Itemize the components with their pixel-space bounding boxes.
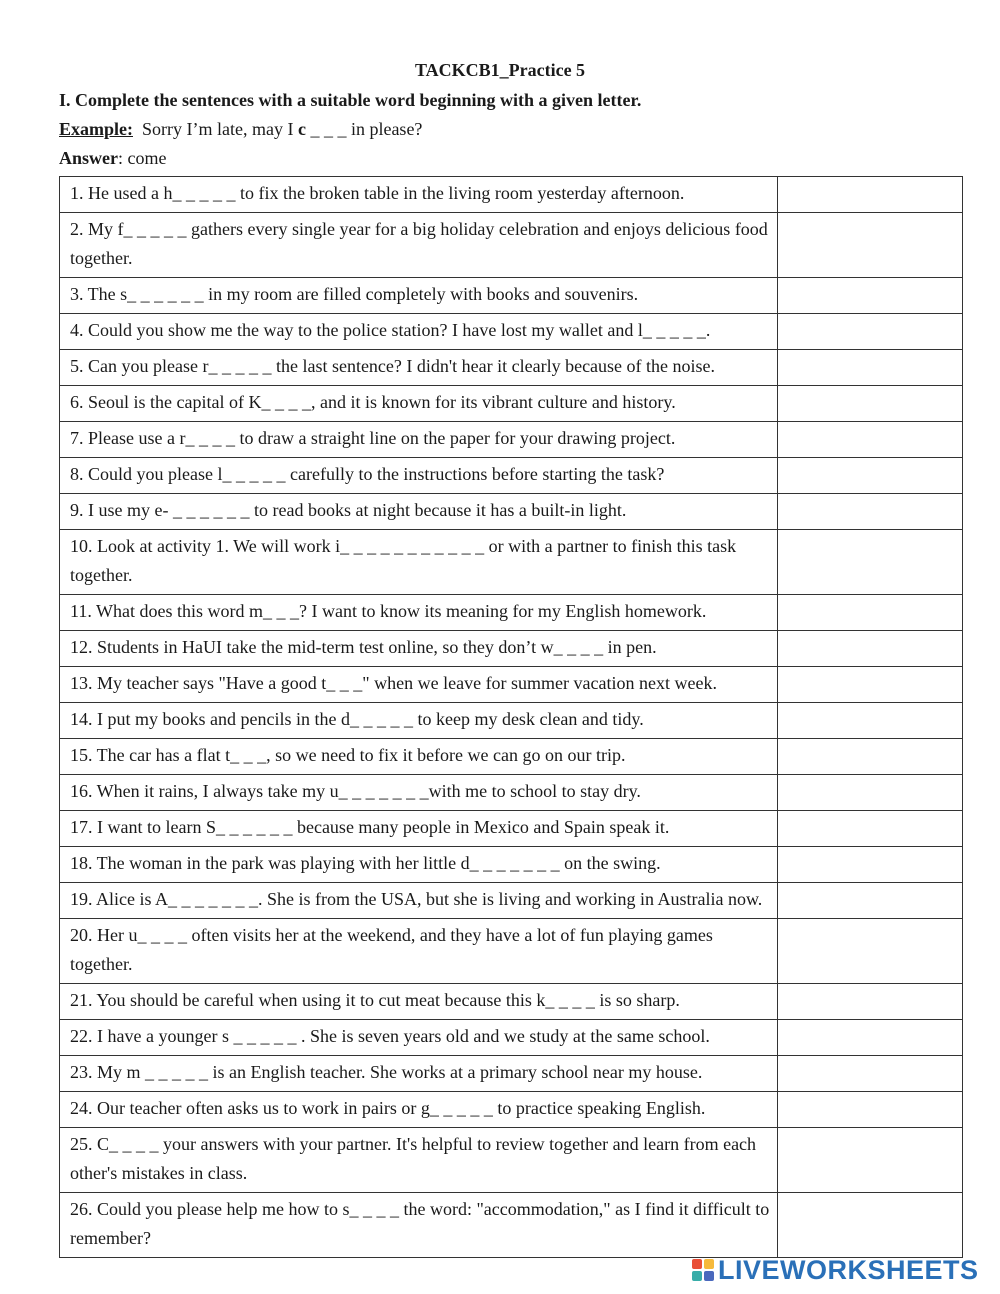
example-text-after: _ _ _ in please? [305, 119, 423, 139]
question-text: 21. You should be careful when using it to cut meat because this k_ _ _ _ is so sharp. [60, 984, 778, 1020]
answer-label: Answer [59, 148, 118, 168]
question-row [60, 177, 963, 213]
question-row [60, 984, 963, 1020]
answer-box[interactable] [778, 530, 963, 595]
answer-box[interactable] [778, 1193, 963, 1258]
answer-box[interactable] [778, 984, 963, 1020]
question-row [60, 739, 963, 775]
answer-box[interactable] [778, 386, 963, 422]
question-row [60, 703, 963, 739]
example-text-before: Sorry I’m late, may I [142, 119, 298, 139]
question-row [60, 530, 963, 595]
answer-box[interactable] [778, 1092, 963, 1128]
answer-box[interactable] [778, 775, 963, 811]
question-row [60, 213, 963, 278]
question-text: 24. Our teacher often asks us to work in pairs or g_ _ _ _ _ to practice speaking English. [60, 1092, 778, 1128]
question-text: 17. I want to learn S_ _ _ _ _ _ because many people in Mexico and Spain speak it. [60, 811, 778, 847]
answer-box[interactable] [778, 667, 963, 703]
logo-square [692, 1259, 702, 1269]
answer-box[interactable] [778, 631, 963, 667]
question-text: 7. Please use a r_ _ _ _ to draw a straight line on the paper for your drawing project. [60, 422, 778, 458]
logo-square [692, 1271, 702, 1281]
question-row [60, 667, 963, 703]
question-row [60, 1193, 963, 1258]
answer-box[interactable] [778, 177, 963, 213]
question-text: 22. I have a younger s _ _ _ _ _ . She is seven years old and we study at the same school. [60, 1020, 778, 1056]
question-row [60, 883, 963, 919]
question-text: 14. I put my books and pencils in the d_ _ _ _ _ to keep my desk clean and tidy. [60, 703, 778, 739]
question-row [60, 458, 963, 494]
question-row [60, 811, 963, 847]
question-text: 1. He used a h_ _ _ _ _ to fix the broken table in the living room yesterday afternoon. [60, 177, 778, 213]
answer-box[interactable] [778, 213, 963, 278]
example-letter: c [297, 119, 306, 139]
question-row [60, 1056, 963, 1092]
example-line [59, 119, 422, 140]
question-row [60, 1092, 963, 1128]
question-row [60, 919, 963, 984]
question-text: 3. The s_ _ _ _ _ _ in my room are filled completely with books and souvenirs. [60, 278, 778, 314]
question-row [60, 278, 963, 314]
question-text: 19. Alice is A_ _ _ _ _ _ _. She is from the USA, but she is living and working in Australia now. [60, 883, 778, 919]
question-text: 10. Look at activity 1. We will work i_ _ _ _ _ _ _ _ _ _ _ or with a partner to finish this task together. [60, 530, 778, 595]
questions-table [59, 176, 963, 1258]
answer-box[interactable] [778, 595, 963, 631]
question-text: 18. The woman in the park was playing with her little d_ _ _ _ _ _ _ on the swing. [60, 847, 778, 883]
answer-box[interactable] [778, 811, 963, 847]
question-text: 8. Could you please l_ _ _ _ _ carefully to the instructions before starting the task? [60, 458, 778, 494]
question-text: 6. Seoul is the capital of K_ _ _ _, and it is known for its vibrant culture and history. [60, 386, 778, 422]
question-text: 12. Students in HaUI take the mid-term test online, so they don’t w_ _ _ _ in pen. [60, 631, 778, 667]
worksheet-title: TACKCB1_Practice 5 [414, 60, 586, 80]
answer-box[interactable] [778, 314, 963, 350]
answer-box[interactable] [778, 1056, 963, 1092]
answer-box[interactable] [778, 422, 963, 458]
question-row [60, 775, 963, 811]
footer-logo [692, 1254, 979, 1286]
question-row [60, 350, 963, 386]
question-text: 16. When it rains, I always take my u_ _ _ _ _ _ _with me to school to stay dry. [60, 775, 778, 811]
question-row [60, 847, 963, 883]
answer-box[interactable] [778, 278, 963, 314]
example-label: Example: [59, 119, 133, 139]
question-text: 15. The car has a flat t_ _ _, so we need to fix it before we can go on our trip. [60, 739, 778, 775]
question-text: 5. Can you please r_ _ _ _ _ the last sentence? I didn't hear it clearly because of the noise. [60, 350, 778, 386]
answer-box[interactable] [778, 494, 963, 530]
question-text: 2. My f_ _ _ _ _ gathers every single year for a big holiday celebration and enjoys delicious food together. [60, 213, 778, 278]
question-row [60, 1128, 963, 1193]
question-text: 13. My teacher says "Have a good t_ _ _" when we leave for summer vacation next week. [60, 667, 778, 703]
answer-box[interactable] [778, 847, 963, 883]
section-instruction: I. Complete the sentences with a suitable word beginning with a given letter. [59, 90, 642, 110]
question-row [60, 386, 963, 422]
answer-box[interactable] [778, 739, 963, 775]
answer-box[interactable] [778, 919, 963, 984]
question-text: 4. Could you show me the way to the police station? I have lost my wallet and l_ _ _ _ _. [60, 314, 778, 350]
question-row [60, 631, 963, 667]
question-text: 26. Could you please help me how to s_ _ _ _ the word: "accommodation," as I find it difficult to remember? [60, 1193, 778, 1258]
question-row [60, 314, 963, 350]
answer-box[interactable] [778, 458, 963, 494]
question-text: 25. C_ _ _ _ your answers with your partner. It's helpful to review together and learn from each other's mistakes in class. [60, 1128, 778, 1193]
answer-box[interactable] [778, 1128, 963, 1193]
example-answer [59, 148, 166, 169]
answer-box[interactable] [778, 1020, 963, 1056]
question-text: 9. I use my e- _ _ _ _ _ _ to read books at night because it has a built-in light. [60, 494, 778, 530]
question-text: 20. Her u_ _ _ _ often visits her at the weekend, and they have a lot of fun playing games together. [60, 919, 778, 984]
answer-box[interactable] [778, 703, 963, 739]
question-row [60, 494, 963, 530]
answer-box[interactable] [778, 883, 963, 919]
logo-square [704, 1259, 714, 1269]
question-row [60, 1020, 963, 1056]
question-row [60, 595, 963, 631]
question-text: 23. My m _ _ _ _ _ is an English teacher. She works at a primary school near my house. [60, 1056, 778, 1092]
logo-square [704, 1271, 714, 1281]
question-row [60, 422, 963, 458]
brand-name: LIVEWORKSHEETS [718, 1254, 979, 1285]
answer-value: : come [118, 148, 167, 168]
answer-box[interactable] [778, 350, 963, 386]
question-text: 11. What does this word m_ _ _? I want to know its meaning for my English homework. [60, 595, 778, 631]
liveworksheets-logo-icon [692, 1259, 714, 1281]
